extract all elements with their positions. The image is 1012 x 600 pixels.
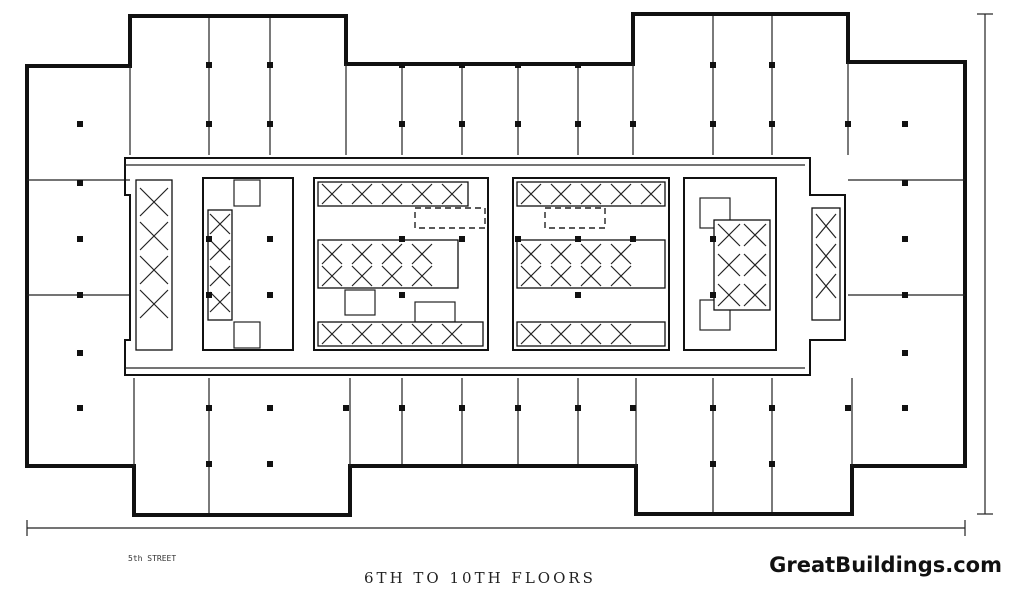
service-core (203, 178, 776, 350)
structural-columns (77, 62, 908, 467)
site-watermark: GreatBuildings.com (769, 553, 1002, 577)
floors-caption: 6TH TO 10TH FLOORS (364, 569, 596, 587)
street-label: 5th STREET (128, 554, 177, 563)
